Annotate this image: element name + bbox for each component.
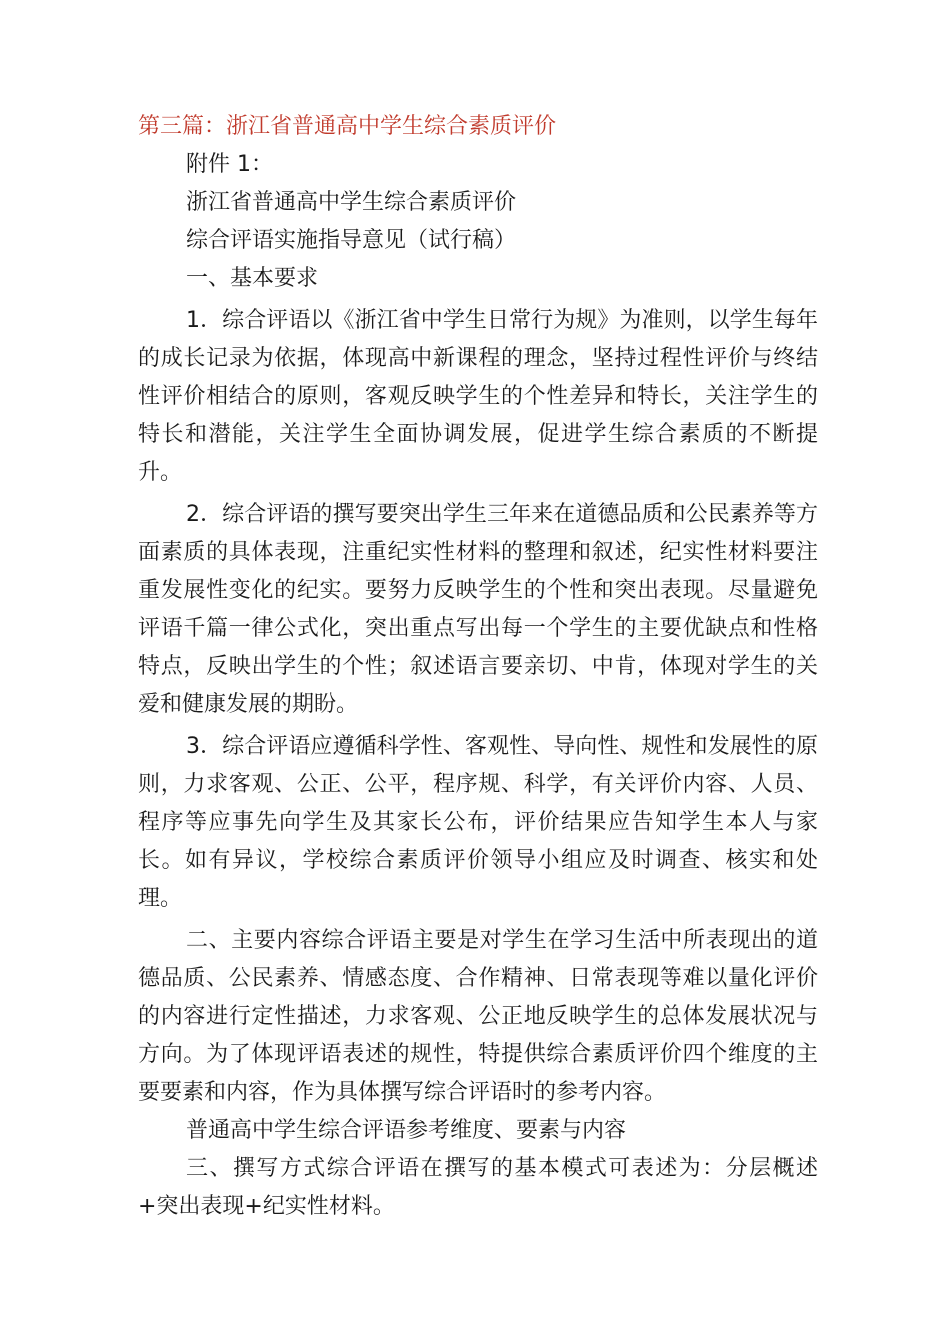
attachment-label: 附件 1：	[186, 152, 273, 177]
table-caption: 普通高中学生综合评语参考维度、要素与内容	[186, 1118, 627, 1143]
doc-heading-2: 综合评语实施指导意见（试行稿）	[186, 228, 517, 253]
section-heading-basic-requirements: 一、基本要求	[186, 266, 319, 291]
doc-heading-1: 浙江省普通高中学生综合素质评价	[186, 190, 517, 215]
paragraph-3: 3．综合评语应遵循科学性、客观性、导向性、规性和发展性的原则，力求客观、公正、公平，程序规、科学，有关评价内容、人员、程序等应事先向学生及其家长公布，评价结果应告知学生本人与家长。如有异议，学校综合素质评价领导小组应及时调查、核实和处理。	[138, 734, 818, 911]
paragraph-4: 二、主要内容综合评语主要是对学生在学习生活中所表现出的道德品质、公民素养、情感态度、合作精神、日常表现等难以量化评价的内容进行定性描述，力求客观、公正地反映学生的总体发展状况与方向。为了体现评语表述的规性，特提供综合素质评价四个维度的主要要素和内容，作为具体撰写综合评语时的参考内容。	[138, 928, 818, 1105]
paragraph-1: 1．综合评语以《浙江省中学生日常行为规》为准则，以学生每年的成长记录为依据，体现高中新课程的理念，坚持过程性评价与终结性评价相结合的原则，客观反映学生的个性差异和特长，关注学生的特长和潜能，关注学生全面协调发展，促进学生综合素质的不断提升。	[138, 308, 818, 485]
paragraph-5: 三、撰写方式综合评语在撰写的基本模式可表述为：分层概述+突出表现+纪实性材料。	[138, 1156, 818, 1219]
document-title: 第三篇：浙江省普通高中学生综合素质评价	[138, 114, 557, 139]
document-page	[138, 108, 818, 1226]
paragraph-2: 2．综合评语的撰写要突出学生三年来在道德品质和公民素养等方面素质的具体表现，注重纪实性材料的整理和叙述，纪实性材料要注重发展性变化的纪实。要努力反映学生的个性和突出表现。尽量避免评语千篇一律公式化，突出重点写出每一个学生的主要优缺点和性格特点，反映出学生的个性；叙述语言要亲切、中肯，体现对学生的关爱和健康发展的期盼。	[138, 502, 818, 717]
